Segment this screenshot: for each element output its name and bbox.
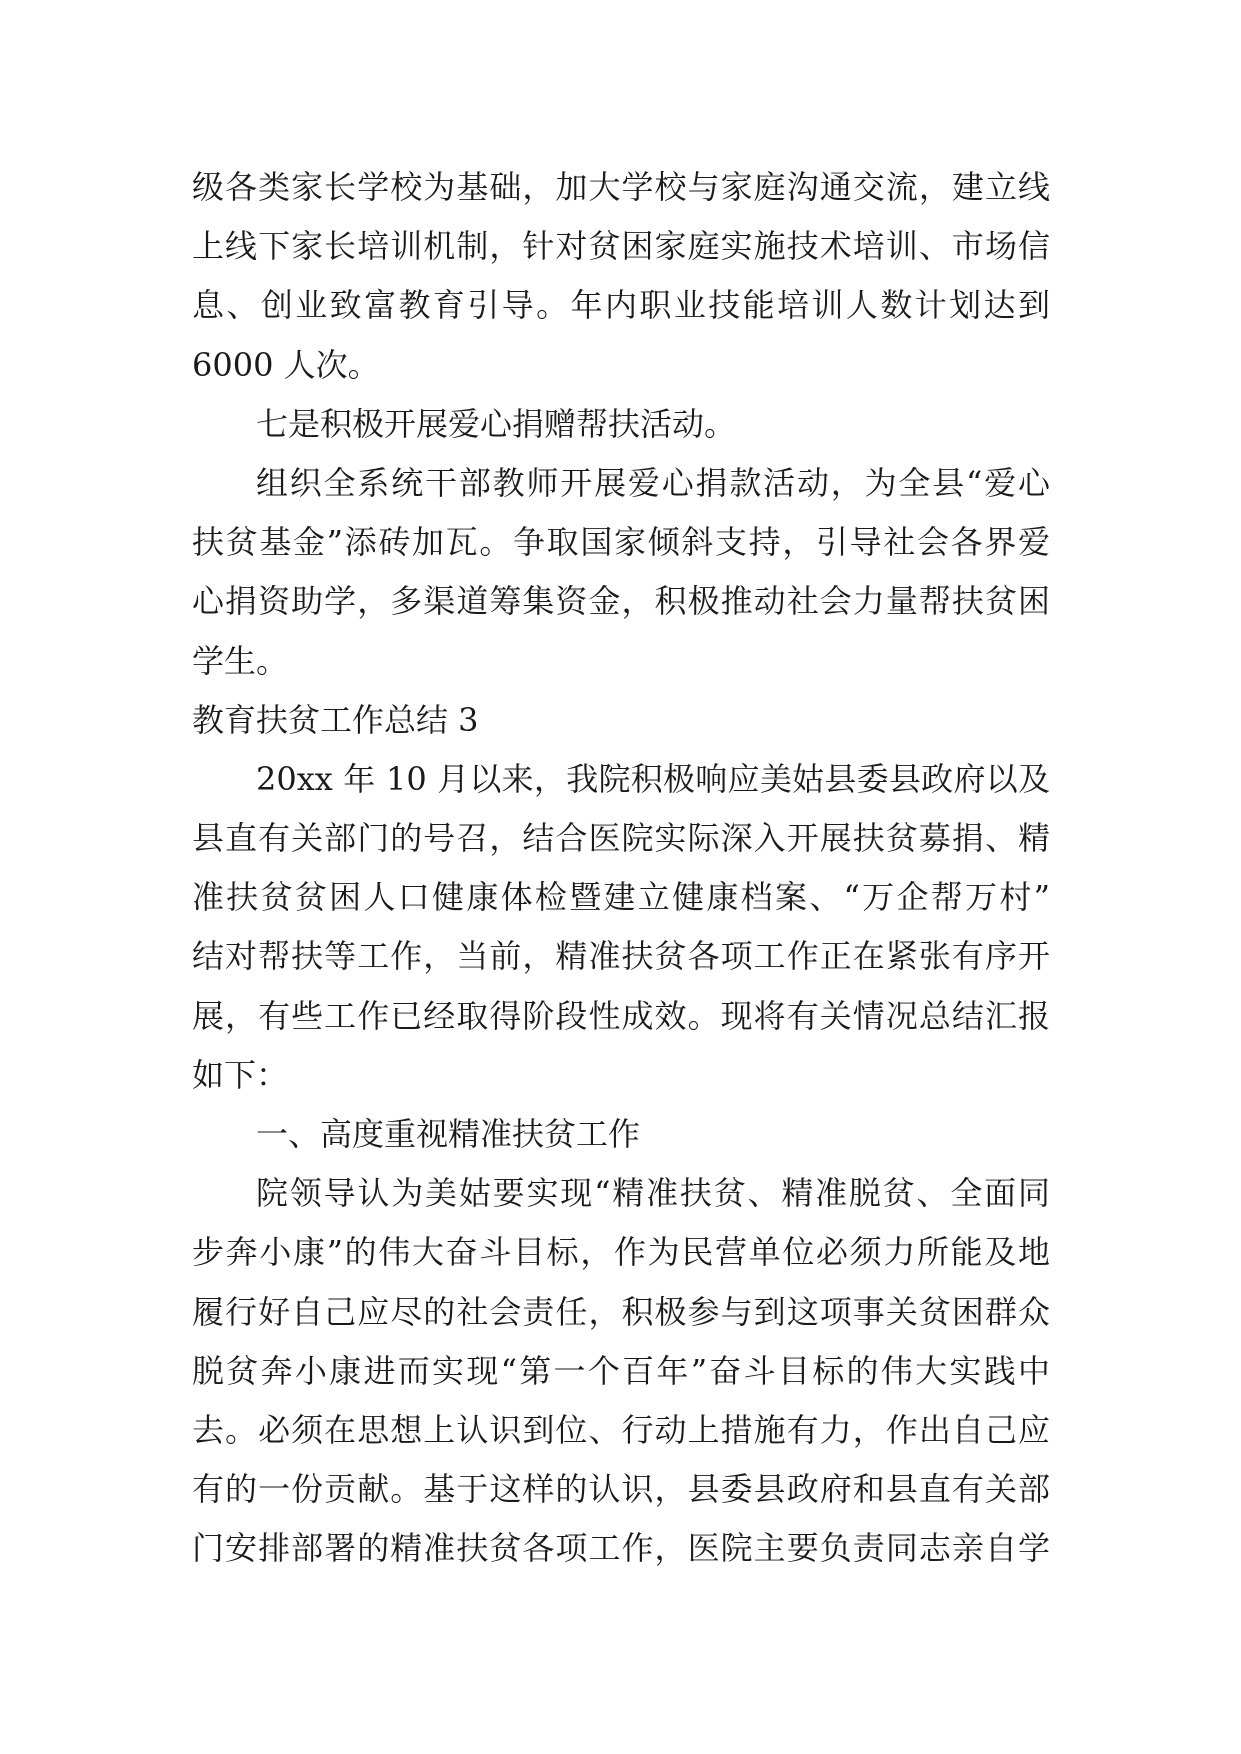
text-line: 一、高度重视精准扶贫工作: [256, 1115, 641, 1153]
text-line: 6000 人次。: [192, 345, 380, 384]
text-line: 如下：: [192, 1055, 289, 1094]
text-line: 上线下家长培训机制，针对贫困家庭实施技术培训、市场信: [192, 227, 1050, 266]
text-line: 七是积极开展爱心捐赠帮扶活动。: [256, 404, 737, 443]
text-line: 门安排部署的精准扶贫各项工作，医院主要负责同志亲自学: [192, 1529, 1050, 1568]
text-line: 组织全系统干部教师开展爱心捐款活动，为全县“爱心: [256, 463, 1050, 502]
text-line: 级各类家长学校为基础，加大学校与家庭沟通交流，建立线: [192, 168, 1050, 206]
section-heading: 教育扶贫工作总结 3: [192, 700, 479, 739]
text-line: 脱贫奔小康进而实现“第一个百年”奋斗目标的伟大实践中: [192, 1351, 1050, 1390]
text-line: 展，有些工作已经取得阶段性成效。现将有关情况总结汇报: [192, 996, 1050, 1035]
text-line: 县直有关部门的号召，结合医院实际深入开展扶贫募捐、精: [192, 819, 1050, 858]
document-page: [192, 158, 1050, 1579]
text-line: 扶贫基金”添砖加瓦。争取国家倾斜支持，引导社会各界爱: [192, 523, 1050, 562]
text-line: 结对帮扶等工作，当前，精准扶贫各项工作正在紧张有序开: [192, 937, 1050, 976]
text-line: 有的一份贡献。基于这样的认识，县委县政府和县直有关部: [192, 1470, 1050, 1509]
text-line: 准扶贫贫困人口健康体检暨建立健康档案、“万企帮万村”: [192, 878, 1050, 917]
text-line: 息、创业致富教育引导。年内职业技能培训人数计划达到: [192, 286, 1050, 325]
text-line: 院领导认为美姑要实现“精准扶贫、精准脱贫、全面同: [256, 1174, 1050, 1213]
text-line: 心捐资助学，多渠道筹集资金，积极推动社会力量帮扶贫困: [192, 582, 1050, 621]
text-line: 去。必须在思想上认识到位、行动上措施有力，作出自己应: [192, 1410, 1050, 1449]
text-line: 步奔小康”的伟大奋斗目标，作为民营单位必须力所能及地: [192, 1233, 1050, 1272]
text-line: 学生。: [192, 641, 289, 680]
text-line: 履行好自己应尽的社会责任，积极参与到这项事关贫困群众: [192, 1292, 1050, 1331]
text-line: 20xx 年 10 月以来，我院积极响应美姑县委县政府以及: [256, 759, 1050, 798]
